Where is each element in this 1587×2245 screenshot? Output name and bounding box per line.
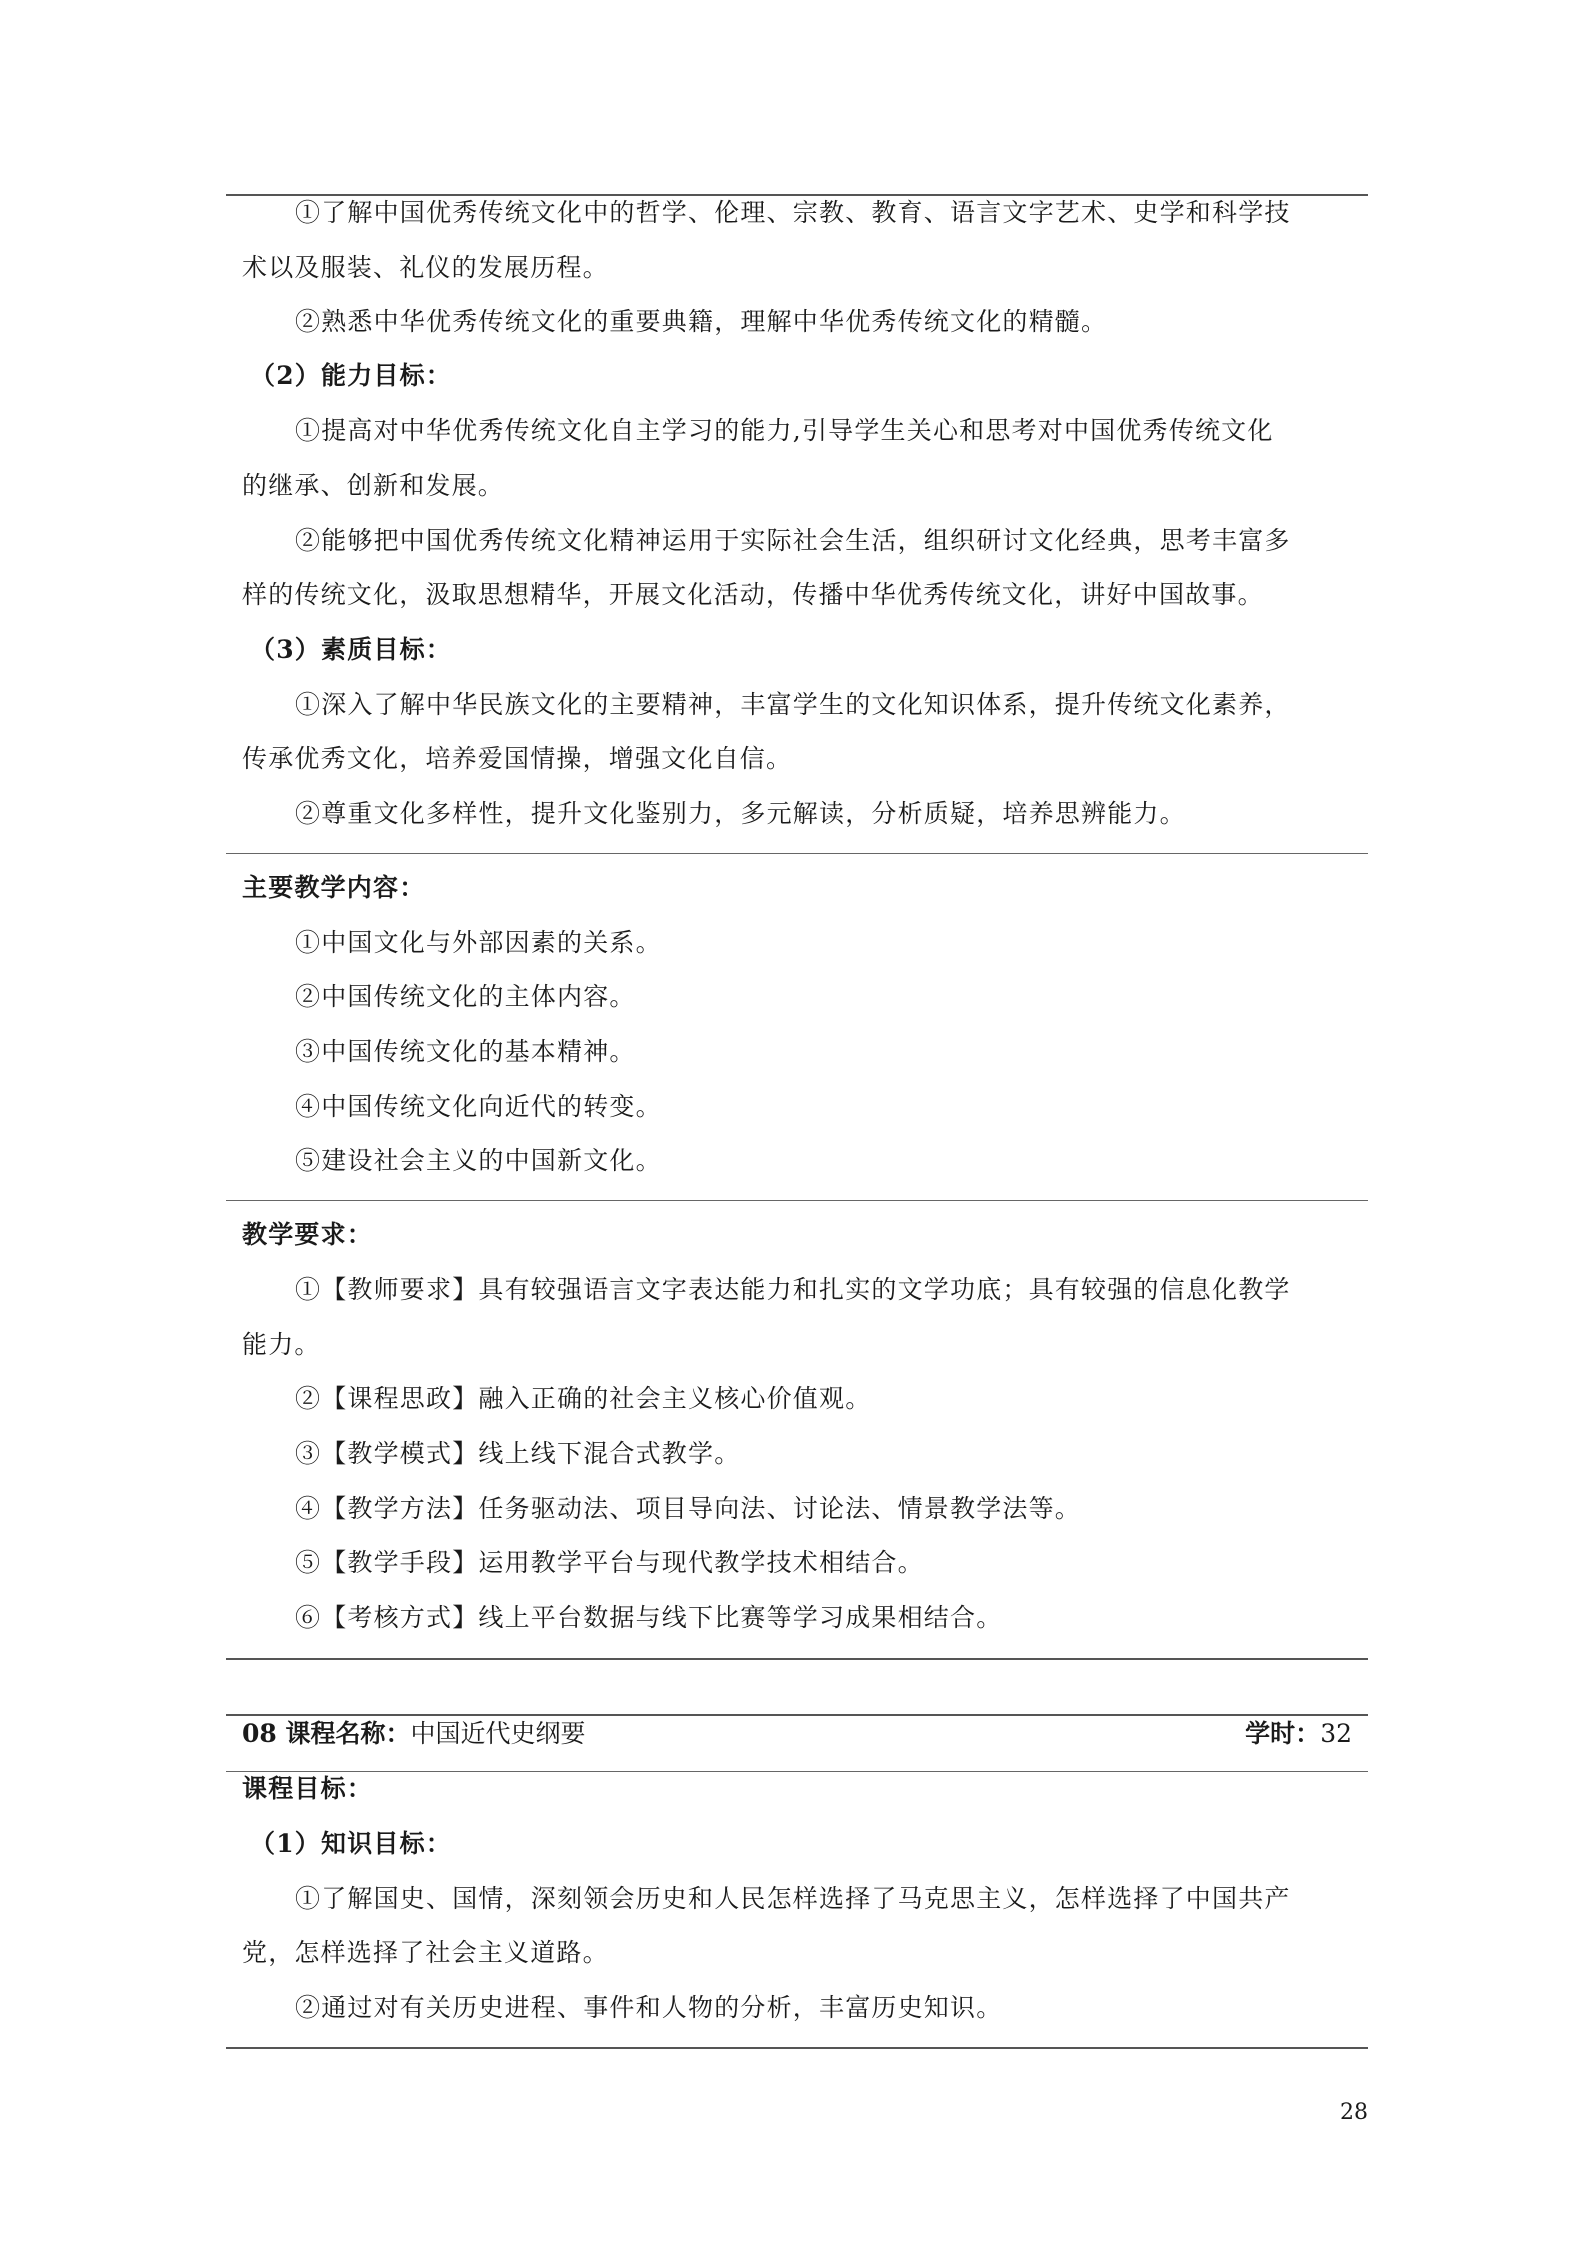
requirement-item-2: ②【课程思政】融入正确的社会主义核心价值观。	[295, 1384, 872, 1413]
course-name: 中国近代史纲要	[410, 1719, 586, 1748]
table-top-rule	[226, 1714, 1368, 1716]
quality-item-1-cont: 传承优秀文化，培养爱国情操，增强文化自信。	[242, 744, 793, 773]
requirement-item-1-cont: 能力。	[242, 1330, 321, 1359]
content-item-5: ⑤建设社会主义的中国新文化。	[295, 1146, 662, 1175]
content-item-3: ③中国传统文化的基本精神。	[295, 1037, 636, 1066]
quality-heading: （3）素质目标：	[250, 635, 452, 664]
page-number: 28	[1340, 2100, 1368, 2125]
quality-item-1: ①深入了解中华民族文化的主要精神，丰富学生的文化知识体系，提升传统文化素养，	[295, 690, 1291, 719]
ability-item-1: ①提高对中华优秀传统文化自主学习的能力,引导学生关心和思考对中国优秀传统文化	[295, 416, 1274, 445]
ability-item-1-cont: 的继承、创新和发展。	[242, 471, 505, 500]
course-name-group	[242, 1719, 586, 1749]
content-item-4: ④中国传统文化向近代的转变。	[295, 1092, 662, 1121]
course-name-label: 08 课程名称：	[242, 1719, 411, 1748]
content-item-1: ①中国文化与外部因素的关系。	[295, 928, 662, 957]
quality-item-2: ②尊重文化多样性，提升文化鉴别力，多元解读，分析质疑，培养思辨能力。	[295, 799, 1186, 828]
section-divider	[226, 1200, 1368, 1201]
table-bottom-rule	[226, 2047, 1368, 2049]
knowledge-item-1-cont: 术以及服装、礼仪的发展历程。	[242, 253, 609, 282]
section-divider	[226, 853, 1368, 854]
section-divider	[226, 1771, 1368, 1772]
table-bottom-rule	[226, 1658, 1368, 1660]
course-knowledge-item-2: ②通过对有关历史进程、事件和人物的分析，丰富历史知识。	[295, 1993, 1003, 2022]
requirement-item-5: ⑤【教学手段】运用教学平台与现代教学技术相结合。	[295, 1548, 924, 1577]
ability-item-2-cont: 样的传统文化，汲取思想精华，开展文化活动，传播中华优秀传统文化，讲好中国故事。	[242, 580, 1264, 609]
course-knowledge-item-1-cont: 党，怎样选择了社会主义道路。	[242, 1938, 609, 1967]
course-title-row	[242, 1719, 1352, 1749]
course-goals-heading: 课程目标：	[242, 1774, 374, 1803]
requirement-item-6: ⑥【考核方式】线上平台数据与线下比赛等学习成果相结合。	[295, 1603, 1003, 1632]
ability-heading: （2）能力目标：	[250, 361, 452, 390]
course-knowledge-heading: （1）知识目标：	[250, 1829, 452, 1858]
course-hours-group	[1245, 1719, 1352, 1749]
content-heading: 主要教学内容：	[242, 873, 426, 902]
knowledge-item-2: ②熟悉中华优秀传统文化的重要典籍，理解中华优秀传统文化的精髓。	[295, 307, 1108, 336]
requirement-item-4: ④【教学方法】任务驱动法、项目导向法、讨论法、情景教学法等。	[295, 1494, 1082, 1523]
course-knowledge-item-1: ①了解国史、国情，深刻领会历史和人民怎样选择了马克思主义，怎样选择了中国共产	[295, 1884, 1291, 1913]
requirements-heading: 教学要求：	[242, 1220, 374, 1249]
content-item-2: ②中国传统文化的主体内容。	[295, 982, 636, 1011]
course-hours-label: 学时：	[1245, 1719, 1321, 1748]
knowledge-item-1: ①了解中国优秀传统文化中的哲学、伦理、宗教、教育、语言文字艺术、史学和科学技	[295, 198, 1291, 227]
requirement-item-1: ①【教师要求】具有较强语言文字表达能力和扎实的文学功底；具有较强的信息化教学	[295, 1275, 1291, 1304]
ability-item-2: ②能够把中国优秀传统文化精神运用于实际社会生活，组织研讨文化经典，思考丰富多	[295, 526, 1291, 555]
course-hours: 32	[1320, 1719, 1352, 1748]
table-top-rule	[226, 194, 1368, 196]
requirement-item-3: ③【教学模式】线上线下混合式教学。	[295, 1439, 741, 1468]
